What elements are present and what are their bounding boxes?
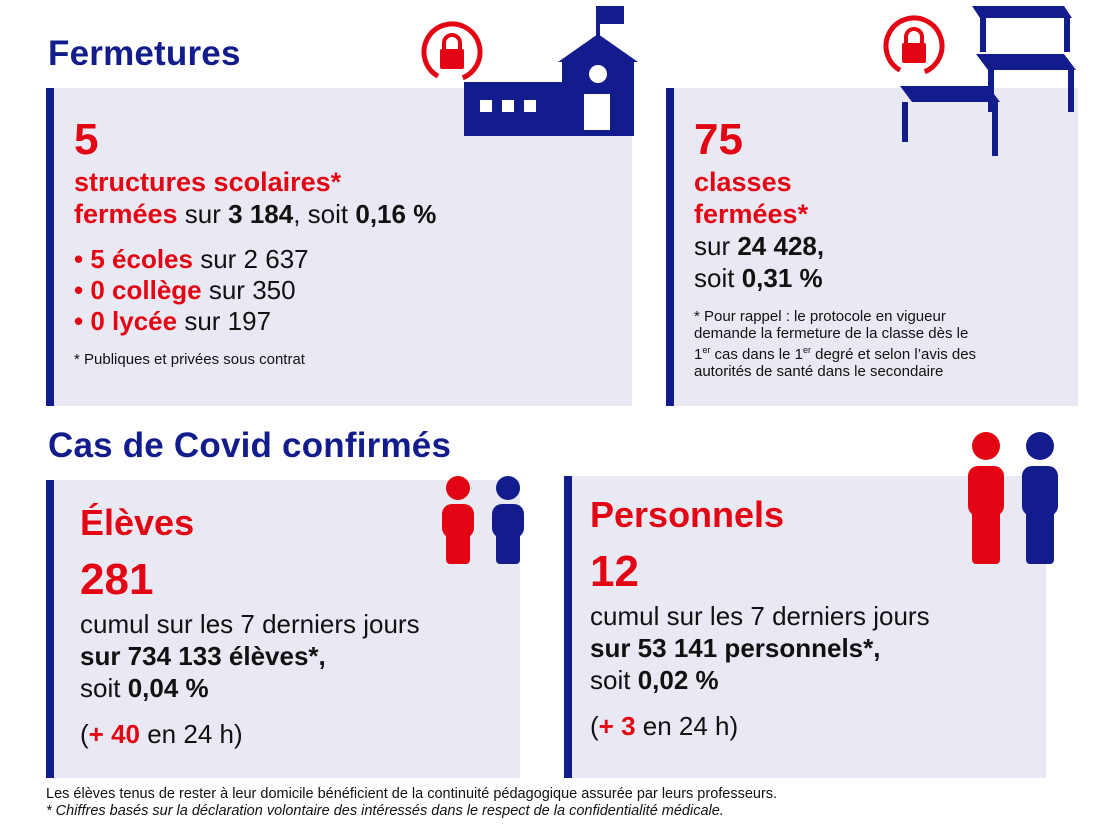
classes-note-sup: er [802, 345, 811, 355]
structures-breakdown-list [74, 244, 634, 337]
structures-soit: , soit [293, 199, 356, 229]
staff-count: 12 [590, 547, 639, 596]
lycees-total: sur 197 [177, 306, 272, 336]
classes-percent: 0,31 % [741, 263, 823, 293]
students-delta-paren: ( [80, 719, 89, 749]
staff-percent: 0,02 % [637, 665, 719, 695]
students-soit: soit [80, 673, 128, 703]
ecoles-total: sur 2 637 [192, 244, 309, 274]
classes-note-line: autorités de santé dans le secondaire [694, 363, 944, 380]
desks-icon [896, 2, 1080, 160]
classes-soit: soit [694, 263, 742, 293]
students-count: 281 [80, 555, 154, 604]
list-item [74, 244, 634, 275]
bullet-icon: • [74, 306, 84, 336]
classes-note-num: 1 [694, 346, 703, 363]
classes-note-line: cas dans le [714, 346, 791, 363]
structures-percent: 0,16 % [355, 199, 437, 229]
structures-count: 5 [74, 115, 99, 164]
structures-sur: sur [177, 199, 229, 229]
staff-cumul: cumul sur les 7 derniers jours [590, 601, 930, 631]
structures-total: 3 184 [228, 199, 294, 229]
covid-heading: Cas de Covid confirmés [48, 426, 452, 465]
classes-closed-label: fermées* [694, 199, 809, 229]
person-pair-icon [964, 430, 1064, 566]
closures-heading: Fermetures [48, 34, 241, 73]
classes-note-num: 1 [794, 346, 803, 363]
students-delta: + 40 [88, 719, 140, 749]
classes-note-line: * Pour rappel : le protocole en vigueur [694, 308, 946, 325]
staff-delta: + 3 [598, 711, 636, 741]
lycees-count: 0 lycée [90, 306, 178, 336]
structures-label: structures scolaires* [74, 167, 342, 197]
classes-note-line: demande la fermeture de la classe dès le [694, 325, 969, 342]
students-total: sur 734 133 élèves*, [80, 641, 326, 671]
students-percent: 0,04 % [127, 673, 209, 703]
staff-soit: soit [590, 665, 638, 695]
school-building-icon [462, 4, 638, 138]
list-item [74, 306, 634, 337]
colleges-total: sur 350 [201, 275, 296, 305]
bullet-icon: • [74, 275, 84, 305]
classes-sur: sur [694, 231, 738, 261]
structures-note: * Publiques et privées sous contrat [74, 351, 305, 368]
classes-label: classes [694, 167, 792, 197]
classes-note-line: degré et selon l’avis des [815, 346, 977, 363]
footnote-continuity: Les élèves tenus de rester à leur domicile bénéficient de la continuité pédagogique assurée par leurs professeurs. [46, 786, 778, 802]
students-label: Élèves [80, 502, 195, 543]
colleges-count: 0 collège [90, 275, 202, 305]
staff-total: sur 53 141 personnels*, [590, 633, 881, 663]
classes-total: 24 428, [737, 231, 825, 261]
list-item [74, 275, 634, 306]
footnote-data-source: * Chiffres basés sur la déclaration volontaire des intéressés dans le respect de la confidentialité médicale. [46, 803, 724, 819]
person-pair-icon [434, 474, 530, 566]
staff-delta-paren: ( [590, 711, 599, 741]
classes-note-sup: er [702, 345, 711, 355]
classes-count: 75 [694, 115, 743, 164]
bullet-icon: • [74, 244, 84, 274]
classes-note [694, 308, 1064, 380]
staff-delta-rest: en 24 h) [635, 711, 739, 741]
staff-label: Personnels [590, 494, 785, 535]
ecoles-count: 5 écoles [90, 244, 193, 274]
structures-closed-label: fermées [74, 199, 178, 229]
students-cumul: cumul sur les 7 derniers jours [80, 609, 420, 639]
students-delta-rest: en 24 h) [140, 719, 243, 749]
